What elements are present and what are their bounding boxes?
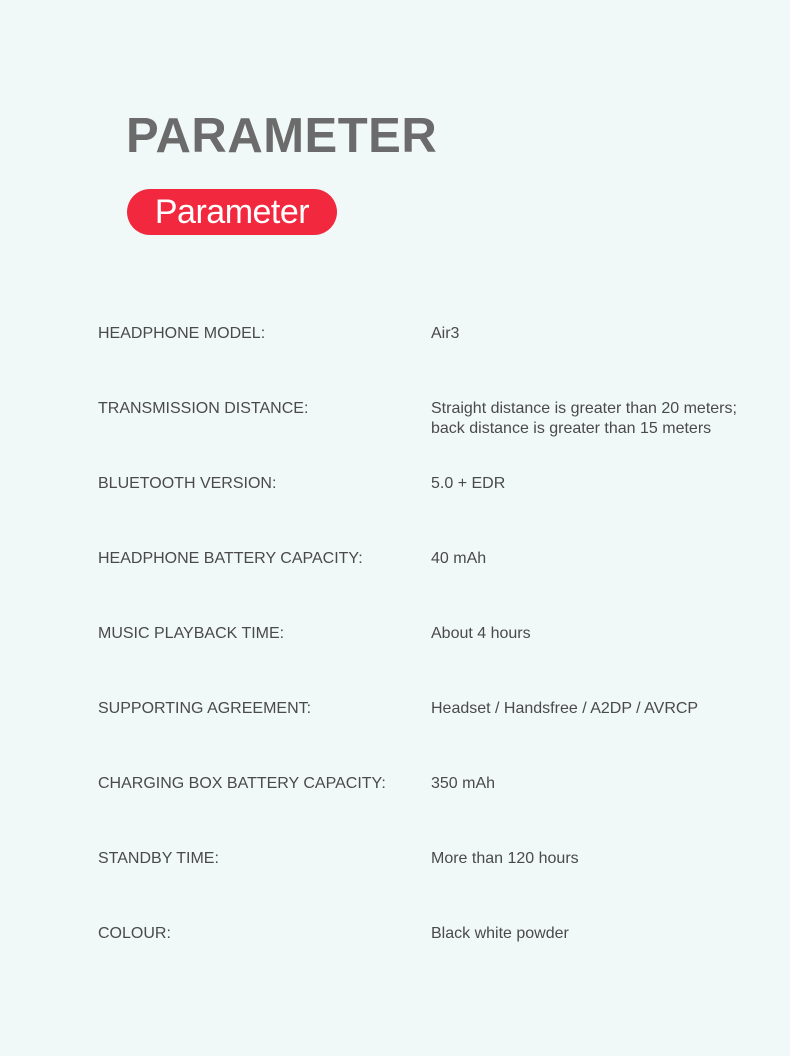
param-value [431, 324, 771, 344]
param-value [431, 624, 771, 644]
param-label: HEADPHONE BATTERY CAPACITY: [98, 550, 363, 567]
param-label: SUPPORTING AGREEMENT: [98, 700, 312, 717]
param-value [431, 549, 771, 569]
param-value-line: Headset / Handsfree / A2DP / AVRCP [431, 700, 699, 717]
page-title: PARAMETER [126, 109, 438, 163]
param-label: TRANSMISSION DISTANCE: [98, 400, 309, 417]
param-label: CHARGING BOX BATTERY CAPACITY: [98, 775, 386, 792]
param-value [431, 474, 771, 494]
param-value-line: 5.0 + EDR [431, 475, 506, 492]
param-label: MUSIC PLAYBACK TIME: [98, 625, 285, 642]
section-badge: Parameter [127, 189, 337, 235]
param-label: BLUETOOTH VERSION: [98, 475, 277, 492]
param-value-line: 40 mAh [431, 550, 487, 567]
param-value [431, 924, 771, 944]
param-value [431, 774, 771, 794]
param-value [431, 699, 771, 719]
param-value-line: Air3 [431, 325, 460, 342]
param-label: HEADPHONE MODEL: [98, 325, 266, 342]
param-value-line: About 4 hours [431, 625, 531, 642]
param-value-line: Straight distance is greater than 20 meters; [431, 400, 737, 417]
param-value [431, 849, 771, 869]
param-value-line: Black white powder [431, 925, 569, 942]
param-label: COLOUR: [98, 925, 171, 942]
param-value [431, 399, 771, 439]
param-value-line: back distance is greater than 15 meters [431, 420, 712, 437]
param-label: STANDBY TIME: [98, 850, 219, 867]
param-value-line: 350 mAh [431, 775, 496, 792]
param-value-line: More than 120 hours [431, 850, 579, 867]
